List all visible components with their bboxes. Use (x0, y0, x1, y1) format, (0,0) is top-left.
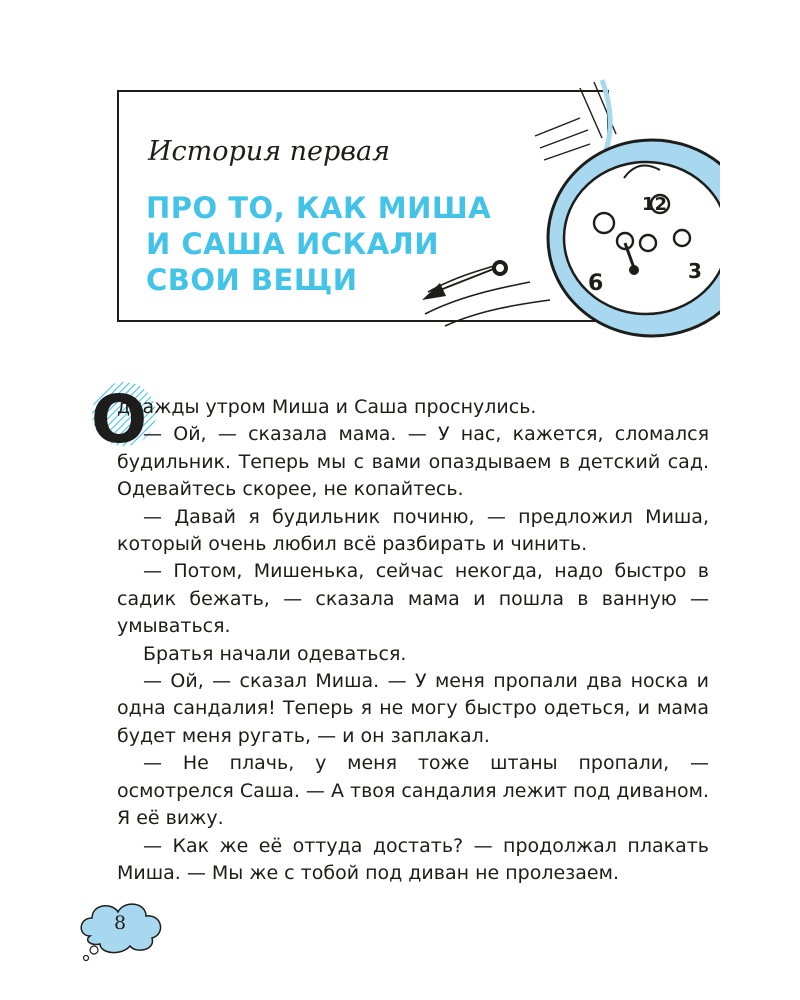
chapter-subtitle: История первая (148, 136, 390, 167)
paragraph: — Ой, — сказала мама. — У нас, кажется, сломался будильник. Теперь мы с вами опаздываем в детский сад. Одевайтесь скорее, не копайтесь. (117, 423, 709, 501)
dropcap-letter: О (91, 381, 148, 458)
paragraph: Братья начали одеваться. (143, 642, 407, 665)
paragraph: — Не плачь, у меня тоже штаны пропали, — осмотрелся Саша. — А твоя сандалия лежит под диваном. Я её вижу. (117, 752, 709, 830)
paragraph: — Потом, Мишенька, сейчас некогда, надо быстро в садик бежать, — сказала мама и пошла в ванную — умываться. (117, 560, 709, 638)
paragraph: — Как же её оттуда достать? — продолжал плакать Миша. — Мы же с тобой под диван не пролезаем. (117, 834, 709, 884)
chapter-title-line-3: СВОИ ВЕЩИ (146, 263, 358, 297)
chapter-title-line-1: ПРО ТО, КАК МИША (146, 191, 492, 225)
story-text (117, 394, 709, 887)
paragraph: днажды утром Миша и Саша проснулись. (117, 396, 537, 418)
paragraph: — Давай я будильник починю, — предложил Миша, который очень любил всё разбирать и чинить. (117, 505, 709, 556)
svg-text:6: 6 (588, 271, 604, 296)
paragraph: — Ой, — сказал Миша. — У меня пропали два носка и одна сандалия! Теперь я не могу быстро одеться, и мама будет меня ругать, — и он заплакал. (117, 670, 709, 747)
alarm-clock-illustration (420, 78, 720, 348)
chapter-title-line-2: И САША ИСКАЛИ (146, 227, 440, 261)
svg-text:3: 3 (688, 259, 702, 283)
svg-text:12: 12 (642, 194, 668, 215)
page-number: 8 (113, 912, 127, 934)
